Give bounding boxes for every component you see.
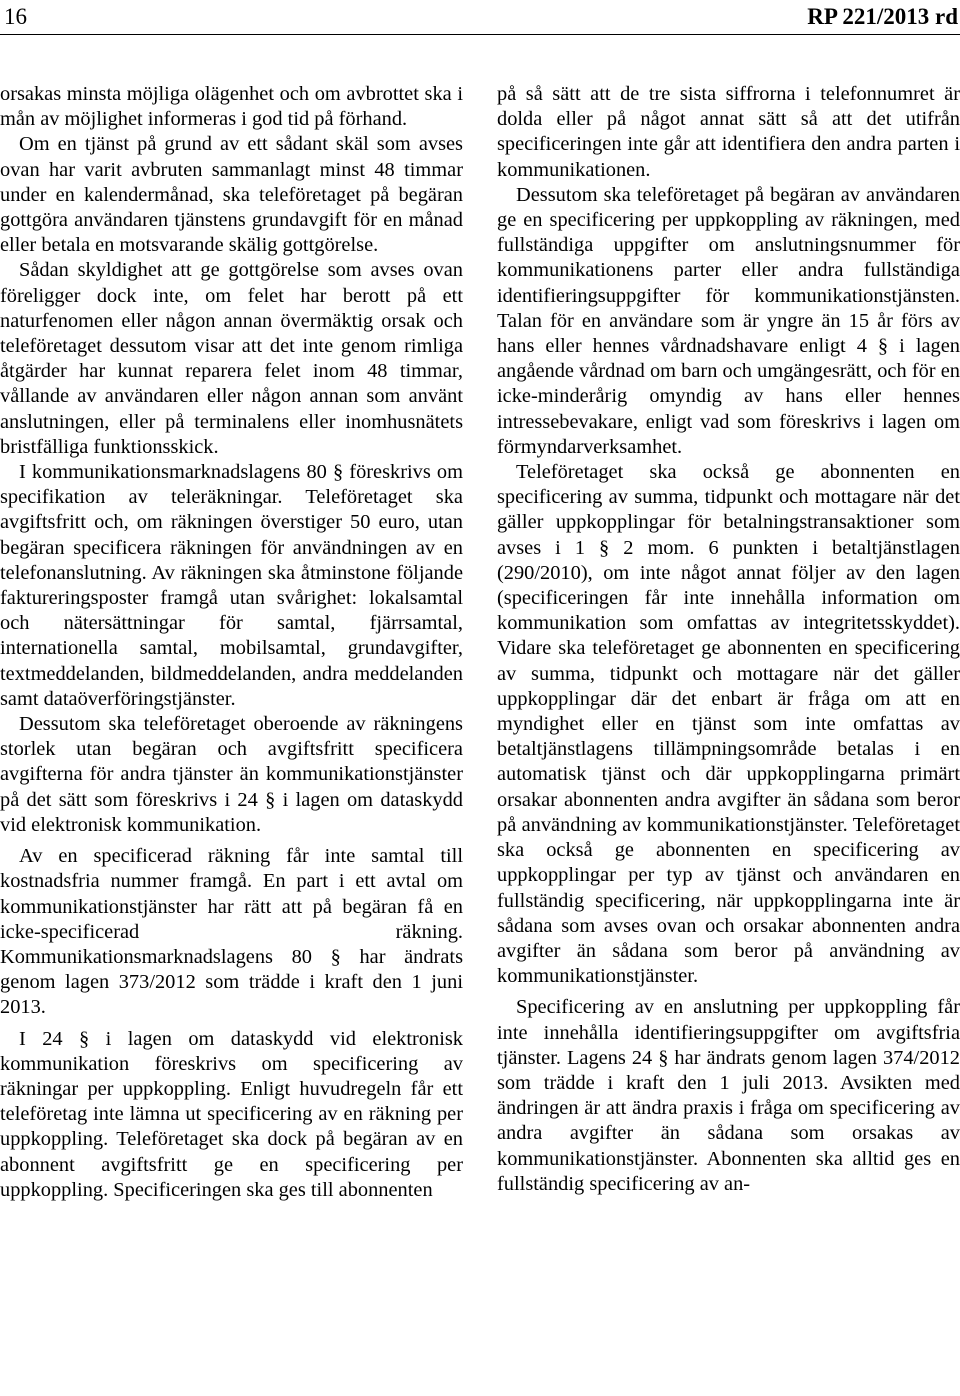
paragraph: Dessutom ska teleföretaget på begäran av användaren ge en specificering per uppkoppling av räkningen, med fullständiga uppgifter om anslutningsnummer för kommunikationens parter eller andra fullständiga identifieringsuppgifter för kommunikationstjänsten. Talan för en användare som är yngre än 15 år förs av hans eller hennes vårdnadshavare enligt 4 § i lagen angående vårdnad om barn och umgängesrätt, och för en icke-minderårig omyndig av hans eller hennes intressebevakare, enligt vad som föreskrivs i lagen om förmyndarverksamhet. — [497, 183, 960, 458]
paragraph: Dessutom ska teleföretaget oberoende av räkningens storlek utan begäran och avgiftsfritt specificera avgifterna för andra tjänster än kommunikationstjänster på det sätt som föreskrivs i 24 § i lagen om dataskydd vid elektronisk kommunikation. — [0, 713, 463, 836]
paragraph: Om en tjänst på grund av ett sådant skäl som avses ovan har varit avbruten sammanlagt minst 48 timmar under en kalendermånad, ska teleföretaget på begäran gottgöra användaren tjänstens grundavgift för en månad eller betala en motsvarande skälig gottgörelse. — [0, 133, 463, 257]
paragraph: Specificering av en anslutning per uppkoppling får inte innehålla identifieringsuppgifter om avgiftsfria tjänster. Lagens 24 § har ändrats genom lagen 374/2012 som trädde i kraft den 1 juli 2013. Avsikten med ändringen är att ändra praxis i fråga om specificering av andra avgifter än sådana som orsakas av kommunikationstjänster. Abonnenten ska alltid ges en fullständig specificering av an- — [497, 996, 960, 1195]
paragraph: I 24 § i lagen om dataskydd vid elektronisk kommunikation föreskrivs om specificering av räkningar per uppkoppling. Enligt huvudregeln får ett teleföretag inte lämna ut specificering av en räkning per uppkoppling. Teleföretaget ska dock på begäran av en abonnent avgiftsfritt ge en specificering per uppkoppling. Specificeringen ska ges till abonnenten — [0, 1027, 463, 1201]
right-column — [497, 82, 960, 1197]
paragraph: orsakas minsta möjliga olägenhet och om avbrottet ska i mån av möjlighet informeras i god tid på förhand. — [0, 83, 463, 131]
left-column — [0, 82, 463, 1203]
document-reference: RP 221/2013 rd — [807, 4, 958, 29]
header-divider — [0, 34, 960, 35]
page-number: 16 — [4, 4, 27, 29]
paragraph: Sådan skyldighet att ge gottgörelse som avses ovan föreligger dock inte, om felet har berott på ett naturfenomen eller någon annan övermäktig orsak och teleföretaget dessutom visar att det inte genom rimliga åtgärder har kunnat reparera felet inom 48 timmar, vållande av användaren eller någon annan som använt anslutningen, eller på terminalens eller inomhusnätets bristfälliga funktionsskick. — [0, 259, 463, 458]
page-header — [0, 0, 960, 36]
paragraph: på så sätt att de tre sista siffrorna i telefonnumret är dolda eller på något annat sätt så att det utifrån specificeringen inte går att identifiera den andra parten i kommunikationen. — [497, 83, 960, 181]
paragraph: Teleföretaget ska också ge abonnenten en specificering av summa, tidpunkt och mottagare när det gäller uppkopplingar för betalningstransaktioner som avses i 1 § 2 mom. 6 punkten i betaltjänstlagen (290/2010), om inte något annat följer av den lagen (specificeringen får inte innehålla information om kommunikation som omfattas av integritetsskyddet). Vidare ska teleföretaget ge abonnenten en specificering av summa, tidpunkt och mottagare när det gäller uppkopplingar där det enbart är fråga om att en myndighet eller en tjänst som inte omfattas av betaltjänstlagens tillämpningsområde betalas i en automatisk tjänst och där uppkopplingarna primärt orsakar abonnenten andra avgifter än sådana som beror på användning av kommunikationstjänster. Teleföretaget ska också ge abonnenten en specificering av uppkopplingar per typ av tjänst och användaren en fullständig specificering, när uppkopplingarna inte är sådana som avses ovan och orsakar abonnenten andra avgifter än sådana som beror på användning av kommunikationstjänster. — [497, 461, 960, 988]
paragraph: I kommunikationsmarknadslagens 80 § föreskrivs om specifikation av teleräkningar. Teleföretaget ska avgiftsfritt och, om räkningen överstiger 50 euro, utan begäran specificera räkningen för användningen av en telefonanslutning. Av räkningen ska åtminstone följande faktureringsposter framgå utan svårighet: lokalsamtal och nätersättningar för samtal, fjärrsamtal, internationella samtal, mobilsamtal, grundavgifter, textmeddelanden, bildmeddelanden, andra meddelanden samt dataöverföringstjänster. — [0, 461, 463, 710]
paragraph: Av en specificerad räkning får inte samtal till kostnadsfria nummer framgå. En part i ett avtal om kommunikationstjänster har rätt att på begäran få en icke-specificerad räkning. Kommunikationsmarknadslagens 80 § har ändrats genom lagen 373/2012 som trädde i kraft den 1 juni 2013. — [0, 845, 463, 1019]
